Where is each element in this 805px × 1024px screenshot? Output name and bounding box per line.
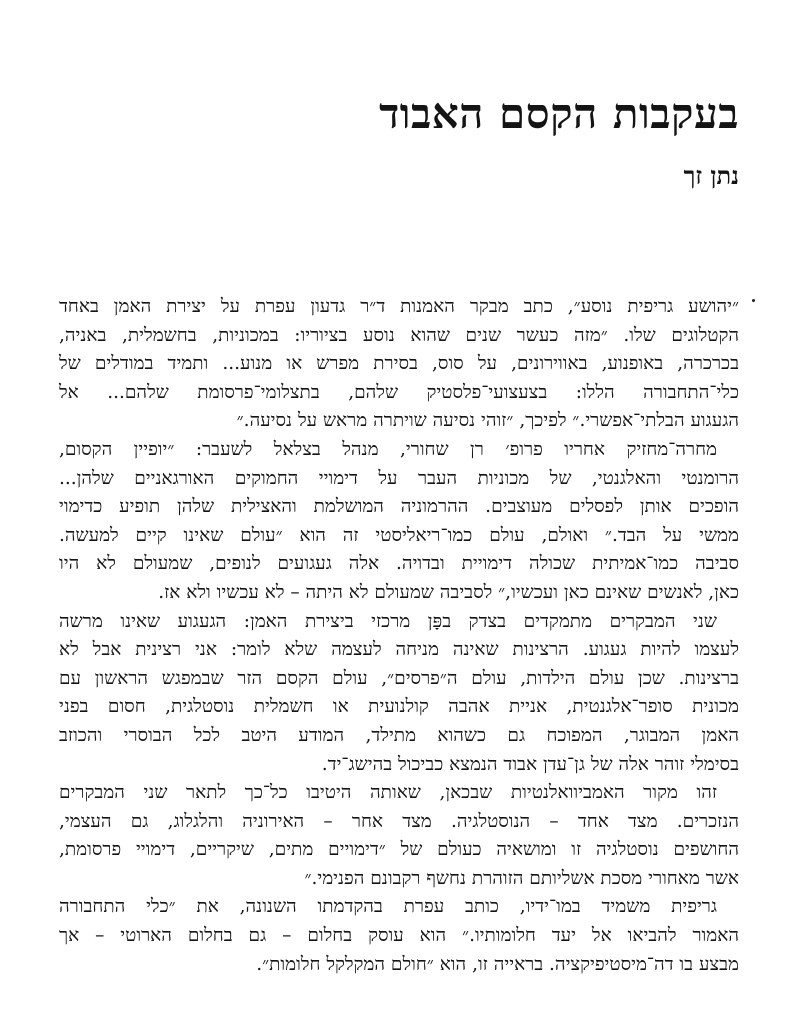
paragraph — [59, 608, 739, 780]
text-line: שני המבקרים מתמקדים בצדק בפָּן מרכזי ביצירת האמן: הגעגוע שאינו מרשה — [59, 610, 717, 632]
text-line: האמן המבוגר, המפוכח גם כשהוא מתילד, המודע היטב לכל הבוסרי והכוזב — [59, 724, 739, 746]
paragraph — [59, 893, 739, 979]
text-line: הקטלוגים שלו. ״מזה כעשר שנים שהוא נוסע בציוריו: במכוניות, בחשמלית, באניה, — [59, 324, 739, 346]
paragraph — [59, 436, 739, 608]
margin-mark — [752, 299, 755, 302]
text-line: החושפים נוסטלגיה זו ומושאיה כעולם של ״דימויים מתים, שיקריים, דימויי פרסומת, — [59, 839, 739, 861]
text-line: כלי־התחבורה הללו: בצעצועי־פלסטיק שלהם, בתצלומי־פרסומת שלהם... אל — [59, 381, 739, 403]
text-line: ממשי על הבד.״ ואולם, עולם כמו־ריאליסטי זה הוא ״עולם שאינו קיים למעשה. — [59, 524, 739, 546]
text-line: ״יהושע גריפית נוסע״, כתב מבקר האמנות ד״ר גדעון עפרת על יצירת האמן באחד — [59, 296, 739, 317]
text-line: הרומנטי והאלגנטי, של מכוניות העבר על דימויי החמוקים האורגאניים שלהן... — [59, 467, 739, 489]
text-line: הופכים אותן לפסלים מעוצבים. ההרמוניה המושלמת והאצילית שלהן תופיע כדימוי — [59, 496, 739, 518]
author-name: נתן זך — [683, 161, 739, 190]
text-line: אשר מאחורי מסכת אשליותם הזוהרת נחשף רקבונם הפנימי.״ — [304, 867, 739, 889]
text-line: לעצמו להיות געגוע. הרצינות שאינה מניחה לעצמה שלא לומר: אני רצינית אבל לא — [59, 639, 739, 661]
text-line: מכונית סופר־אלגנטית, אניית אהבה קולנועית או חשמלית נוסטלגית, חסום בפני — [59, 696, 739, 718]
paragraph — [59, 293, 739, 436]
article-title: בעקבות הקסם האבוד — [379, 89, 739, 138]
text-line: בכרכרה, באופנוע, באווירונים, על סוס, בסירת מפרש או מנוע... ותמיד במודלים של — [59, 353, 739, 375]
text-line: כאן, לאנשים שאינם כאן ועכשיו,״ לסביבה שמעולם לא היתה – לא עכשיו ולא אז. — [158, 581, 739, 603]
text-line: מחרה־מחזיק אחריו פרופ׳ רן שחורי, מנהל בצלאל לשעבר: ״יופיין הקסום, — [59, 438, 717, 460]
article-body — [59, 293, 739, 979]
text-line: הגעגוע הבלתי־אפשרי.״ לפיכך, ״זוהי נסיעה שויתרה מראש על נסיעה.״ — [236, 410, 739, 432]
text-line: הנזכרים. מצד אחד – הנוסטלגיה. מצד אחר – האירוניה והלגלוג, גם העצמי, — [59, 810, 739, 832]
text-line: בסימלי זוהר אלה של גן־עדן אבוד הנמצא כביכול בהישג־יד. — [321, 753, 739, 775]
paragraph — [59, 779, 739, 893]
text-line: ברצינות. שכן עולם הילדות, עולם ה״פרסים״, עולם הקסם הזר שבמפגש הראשון עם — [59, 667, 739, 689]
text-line: מבצע בו דה־מיסטיפיקציה. בראייה זו, הוא ״חולם המקלקל חלומות״. — [256, 953, 739, 975]
text-line: סביבה כמו־אמיתית שכולה דימויית ובדויה. אלה געגועים לנופים, שמעולם לא היו — [59, 553, 739, 575]
text-line: האמור להביאו אל יעד חלומותיו.״ הוא עוסק בחלום – גם בחלום הארוטי – אך — [59, 925, 739, 947]
text-line: גריפית משמיד במו־ידיו, כותב עפרת בהקדמתו השנונה, את ״כלי התחבורה — [59, 896, 717, 918]
text-line: זהו מקור האמביוואלנטיות שבכאן, שאותה היטיבו כל־כך לתאר שני המבקרים — [59, 782, 717, 804]
